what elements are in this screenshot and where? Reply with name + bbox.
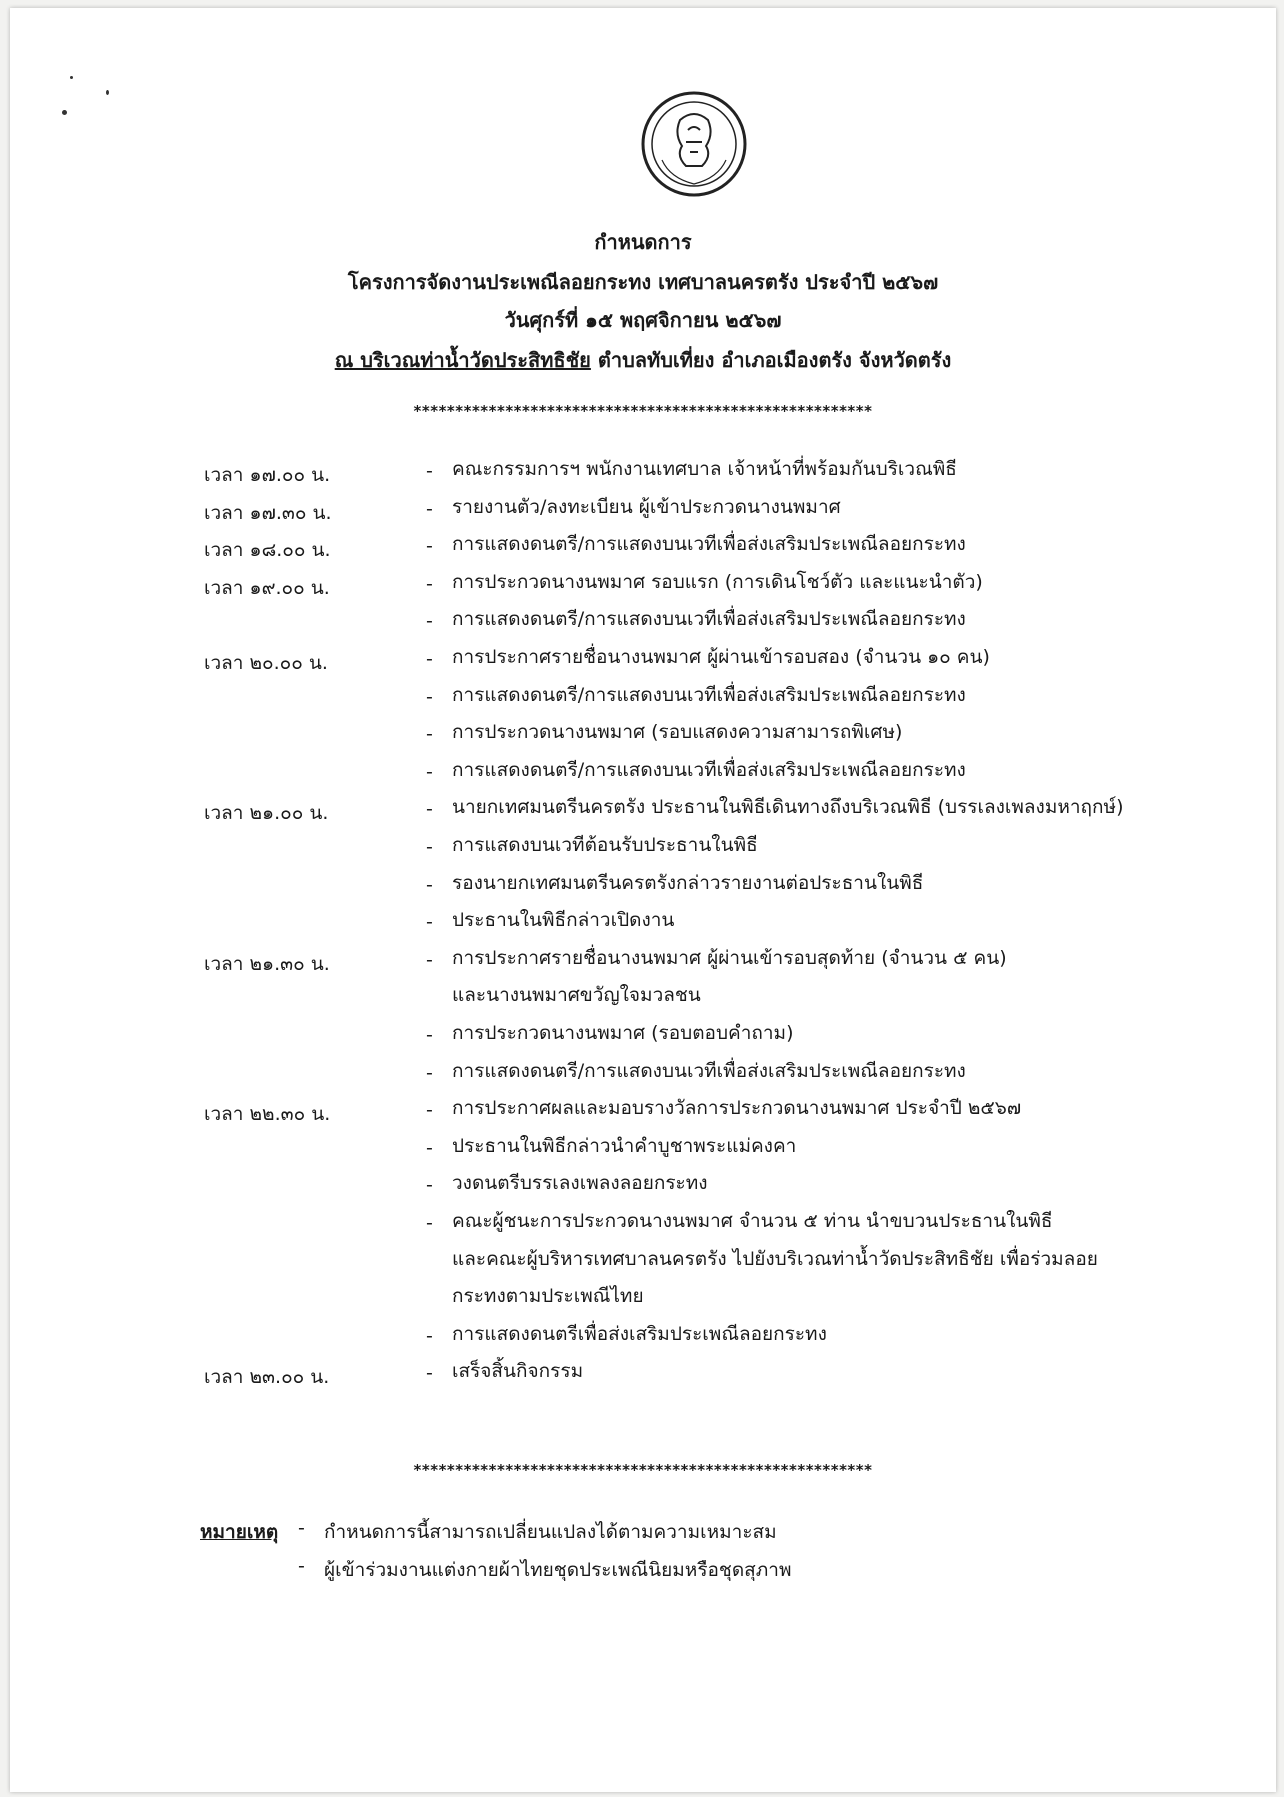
location-rest: ตำบลทับเที่ยง อำเภอเมืองตรัง จังหวัดตรัง [590,348,952,372]
schedule-dash: - [426,1099,433,1122]
doc-title: กำหนดการ [594,230,692,254]
schedule-item: รองนายกเทศมนตรีนครตรังกล่าวรายงานต่อประธานในพิธี [452,871,924,894]
schedule-time: เวลา ๒๐.๐๐ น. [204,652,328,674]
schedule-item: การแสดงดนตรี/การแสดงบนเวทีเพื่อส่งเสริมประเพณีลอยกระทง [452,608,966,631]
note-item: กำหนดการนี้สามารถเปลี่ยนแปลงได้ตามความเหมาะสม [324,1521,777,1543]
schedule-item: การประกาศผลและมอบรางวัลการประกวดนางนพมาศ ประจำปี ๒๕๖๗ [452,1097,1022,1120]
location-underlined: ณ บริเวณท่าน้ำวัดประสิทธิชัย [334,348,591,372]
schedule-item: คณะกรรมการฯ พนักงานเทศบาล เจ้าหน้าที่พร้อมกันบริเวณพิธี [452,458,957,480]
event-location [10,344,1276,376]
schedule-dash: - [426,798,433,821]
schedule-time: เวลา ๑๗.๐๐ น. [204,464,331,486]
schedule-dash: - [426,572,433,595]
schedule-time: เวลา ๑๗.๓๐ น. [204,501,332,524]
schedule-item: การแสดงบนเวทีต้อนรับประธานในพิธี [452,834,758,856]
separator-bottom: ******************************************************* [413,1461,873,1479]
schedule-dash: - [426,1174,433,1197]
schedule-dash: - [426,535,433,558]
scan-speck [70,76,73,79]
schedule-item: นายกเทศมนตรีนครตรัง ประธานในพิธีเดินทางถึงบริเวณพิธี (บรรเลงเพลงมหาฤกษ์) [452,796,1124,819]
note-label: หมายเหตุ [200,1521,279,1543]
schedule-dash: - [426,1324,433,1347]
schedule-dash: - [426,610,433,633]
schedule-time: เวลา ๒๒.๓๐ น. [204,1103,331,1126]
schedule-time: เวลา ๒๑.๓๐ น. [204,952,330,975]
schedule-item: เสร็จสิ้นกิจกรรม [452,1360,584,1383]
schedule-item: ประธานในพิธีกล่าวเปิดงาน [452,909,675,932]
schedule-time: เวลา ๒๓.๐๐ น. [204,1366,330,1389]
schedule-dash: - [426,873,433,896]
schedule-item: รายงานตัว/ลงทะเบียน ผู้เข้าประกวดนางนพมาศ [452,495,841,518]
schedule-dash: - [426,723,433,746]
schedule-dash: - [426,760,433,783]
schedule-dash: - [426,648,433,670]
schedule-time: เวลา ๒๑.๐๐ น. [204,802,329,825]
schedule-item: วงดนตรีบรรเลงเพลงลอยกระทง [452,1172,708,1195]
schedule-dash: - [426,460,433,482]
schedule-dash: - [426,497,433,520]
schedule-item: การแสดงดนตรี/การแสดงบนเวทีเพื่อส่งเสริมประเพณีลอยกระทง [452,1059,966,1082]
schedule-item: คณะผู้ชนะการประกวดนางนพมาศ จำนวน ๕ ท่าน นำขบวนประธานในพิธี และคณะผู้บริหารเทศบาลนครตรัง ไปยังบริเวณท่าน้ำวัดประสิทธิชัย เพื่อร่วมลอย กระทงตามประเพณีไทย [452,1210,1098,1308]
schedule-dash: - [426,1362,433,1385]
schedule-dash: - [426,948,433,971]
schedule-item: การแสดงดนตรีเพื่อส่งเสริมประเพณีลอยกระทง [452,1322,827,1345]
schedule-item: ประธานในพิธีกล่าวนำคำบูชาพระแม่คงคา [452,1134,797,1157]
schedule-time: เวลา ๑๘.๐๐ น. [204,539,331,562]
note-dash: - [298,1555,305,1577]
note-item: ผู้เข้าร่วมงานแต่งกายผ้าไทยชุดประเพณีนิยมหรือชุดสุภาพ [324,1559,792,1581]
document-page [10,8,1276,1792]
note-dash: - [298,1517,305,1539]
municipality-seal-icon [640,90,748,198]
schedule-dash: - [426,836,433,858]
event-date: วันศุกร์ที่ ๑๕ พฤศจิกายน ๒๕๖๗ [504,308,782,332]
schedule-dash: - [426,685,433,708]
schedule-item: การแสดงดนตรี/การแสดงบนเวทีเพื่อส่งเสริมประเพณีลอยกระทง [452,758,966,781]
schedule-dash: - [426,1212,433,1234]
schedule-item: การแสดงดนตรี/การแสดงบนเวทีเพื่อส่งเสริมประเพณีลอยกระทง [452,533,966,556]
schedule-item: การประกาศรายชื่อนางนพมาศ ผู้ผ่านเข้ารอบสอง (จำนวน ๑๐ คน) [452,646,990,668]
scan-speck [106,90,109,95]
schedule-dash: - [426,1024,433,1046]
schedule-dash: - [426,1136,433,1159]
schedule-item: การประกาศรายชื่อนางนพมาศ ผู้ผ่านเข้ารอบสุดท้าย (จำนวน ๕ คน) และนางนพมาศขวัญใจมวลชน [452,946,1007,1007]
schedule-dash: - [426,911,433,934]
schedule-time: เวลา ๑๙.๐๐ น. [204,576,330,599]
schedule-item: การประกวดนางนพมาศ รอบแรก (การเดินโชว์ตัว และแนะนำตัว) [452,570,983,593]
schedule-item: การแสดงดนตรี/การแสดงบนเวทีเพื่อส่งเสริมประเพณีลอยกระทง [452,683,966,706]
schedule-item: การประกวดนางนพมาศ (รอบตอบคำถาม) [452,1022,794,1044]
schedule-item: การประกวดนางนพมาศ (รอบแสดงความสามารถพิเศษ) [452,721,903,744]
schedule-dash: - [426,1061,433,1084]
project-title: โครงการจัดงานประเพณีลอยกระทง เทศบาลนครตรัง ประจำปี ๒๕๖๗ [347,270,939,294]
scan-speck [62,110,67,115]
separator-top: ******************************************************* [413,402,873,420]
